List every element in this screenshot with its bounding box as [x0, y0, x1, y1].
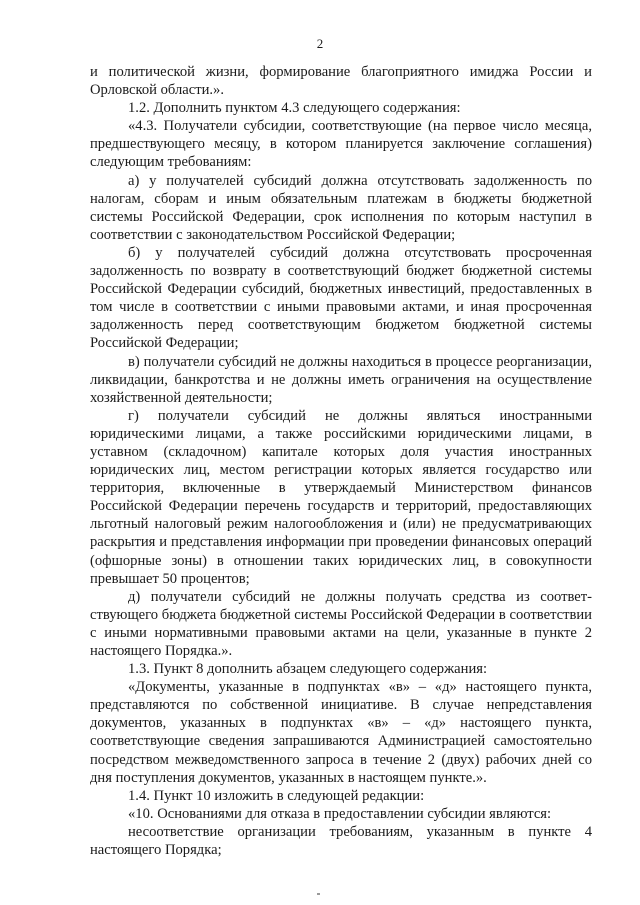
- paragraph: и политической жизни, формирование благоприятного имиджа России и Орловской области.».: [90, 64, 592, 99]
- paragraph: несоответствие организации требованиям, указанным в пункте 4 настоящего Порядка;: [90, 823, 592, 859]
- paragraph: в) получатели субсидий не должны находиться в процессе реорганизации, ликвидации, банкротства и не должны иметь ограничения на осуществление хозяйственной деятельности;: [90, 353, 592, 406]
- paragraph: «4.3. Получатели субсидии, соответствующие (на первое число месяца, предшествующего месяцу, в котором планируется заключение соглашения) следующим требованиям:: [90, 118, 592, 171]
- paragraph: б) у получателей субсидий должна отсутствовать просроченная задолженность по возврату в соответствующий бюджет бюджетной системы Российской Федерации субсидий, бюджетных инвестиций, предоставленных в том числе в соответствии с иными правовыми актами, и иная просроченная задолженность перед соответствующим бюджетом бюджетной системы Российской Федерации;: [90, 244, 592, 352]
- paragraph: 1.3. Пункт 8 дополнить абзацем следующего содержания:: [128, 661, 488, 678]
- paragraph: 1.4. Пункт 10 изложить в следующей редакции:: [128, 787, 425, 804]
- paragraph: д) получатели субсидий не должны получать средства из соответ-ствующего бюджета бюджетной системы Российской Федерации в соответствии с иными нормативными правовыми актами на цели, указанные в пункте 2 настоящего Порядка.».: [90, 588, 592, 659]
- paragraph: 1.2. Дополнить пунктом 4.3 следующего содержания:: [128, 100, 461, 117]
- document-body: [90, 63, 592, 859]
- paragraph: «10. Основаниями для отказа в предоставлении субсидии являются:: [128, 805, 552, 822]
- page-number: 2: [316, 36, 324, 51]
- paragraph: г) получатели субсидий не должны являться иностранными юридическими лицами, а также российскими юридическими лицами, в уставном (складочном) капитале которых доля участия иностранных юридических лиц, местом регистрации которых является государство или территория, включенные в утверждаемый Министерством финансов Российской Федерации перечень государств и территорий, предоставляющих льготный налоговый режим налогообложения и (или) не предусматривающих раскрытия и представления информации при проведении финансовых операций (офшорные зоны) в отношении таких юридических лиц, в совокупности превышает 50 процентов;: [90, 407, 592, 587]
- paragraph: а) у получателей субсидий должна отсутствовать задолженность по налогам, сборам и иным обязательным платежам в бюджеты бюджетной системы Российской Федерации, срок исполнения по которым наступил в соответствии с законодательством Российской Федерации;: [90, 172, 592, 243]
- paragraph: «Документы, указанные в подпунктах «в» – «д» настоящего пункта, представляются по собственной инициативе. В случае непредставления документов, указанных в подпунктах «в» – «д» настоящего пункта, соответствующие сведения запрашиваются Администрацией самостоятельно посредством межведомственного запроса в течение 2 (двух) рабочих дней со дня поступления документов, указанных в настоящем пункте.».: [90, 679, 592, 786]
- scan-mark: [317, 893, 320, 895]
